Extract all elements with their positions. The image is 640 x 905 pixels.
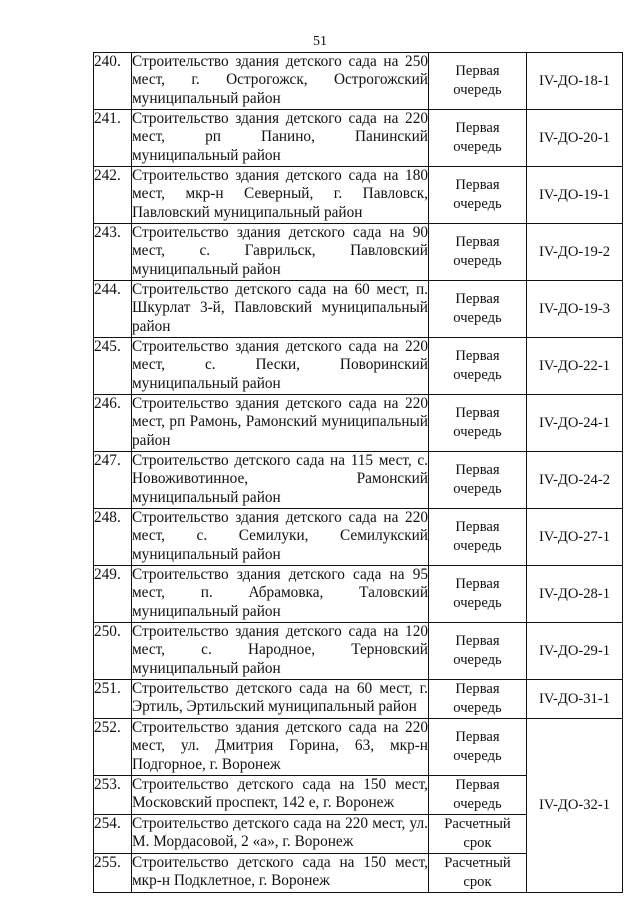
row-number: 249. bbox=[94, 566, 132, 623]
object-name: Строительство здания детского сада на 250 мест, г. Острогожск, Острогожский муниципальный район bbox=[132, 53, 429, 110]
construction-stage: Первая очередь bbox=[429, 167, 527, 224]
row-number: 250. bbox=[94, 623, 132, 680]
row-number: 247. bbox=[94, 452, 132, 509]
row-number: 253. bbox=[94, 776, 132, 815]
object-code: IV-ДО-22-1 bbox=[527, 338, 623, 395]
object-code: IV-ДО-27-1 bbox=[527, 509, 623, 566]
object-code: IV-ДО-29-1 bbox=[527, 623, 623, 680]
object-name: Строительство здания детского сада на 220 мест, рп Рамонь, Рамонский муниципальный район bbox=[132, 395, 429, 452]
object-name: Строительство здания детского сада на 95 мест, п. Абрамовка, Таловский муниципальный район bbox=[132, 566, 429, 623]
object-name: Строительство детского сада на 115 мест, с. Новоживотинное, Рамонский муниципальный район bbox=[132, 452, 429, 509]
object-name: Строительство детского сада на 150 мест, мкр-н Подклетное, г. Воронеж bbox=[132, 854, 429, 893]
objects-table bbox=[93, 52, 623, 893]
construction-stage: Первая очередь bbox=[429, 623, 527, 680]
row-number: 243. bbox=[94, 224, 132, 281]
construction-stage: Первая очередь bbox=[429, 395, 527, 452]
table-row bbox=[94, 452, 623, 509]
row-number: 248. bbox=[94, 509, 132, 566]
row-number: 242. bbox=[94, 167, 132, 224]
table-row bbox=[94, 509, 623, 566]
object-name: Строительство здания детского сада на 220 мест, с. Семилуки, Семилукский муниципальный район bbox=[132, 509, 429, 566]
object-name: Строительство детского сада на 220 мест, ул. М. Мордасовой, 2 «а», г. Воронеж bbox=[132, 815, 429, 854]
row-number: 240. bbox=[94, 53, 132, 110]
row-number: 252. bbox=[94, 719, 132, 776]
object-name: Строительство детского сада на 150 мест, Московский проспект, 142 е, г. Воронеж bbox=[132, 776, 429, 815]
row-number: 255. bbox=[94, 854, 132, 893]
object-code: IV-ДО-19-1 bbox=[527, 167, 623, 224]
object-code: IV-ДО-28-1 bbox=[527, 566, 623, 623]
construction-stage: Расчетный срок bbox=[429, 854, 527, 893]
object-code: IV-ДО-19-3 bbox=[527, 281, 623, 338]
object-name: Строительство здания детского сада на 180 мест, мкр-н Северный, г. Павловск, Павловский муниципальный район bbox=[132, 167, 429, 224]
object-code: IV-ДО-18-1 bbox=[527, 53, 623, 110]
table-row bbox=[94, 566, 623, 623]
row-number: 241. bbox=[94, 110, 132, 167]
construction-stage: Первая очередь bbox=[429, 719, 527, 776]
construction-stage: Первая очередь bbox=[429, 509, 527, 566]
object-name: Строительство здания детского сада на 220 мест, с. Пески, Поворинский муниципальный район bbox=[132, 338, 429, 395]
construction-stage: Расчетный срок bbox=[429, 815, 527, 854]
row-number: 244. bbox=[94, 281, 132, 338]
table-row bbox=[94, 719, 623, 776]
object-name: Строительство здания детского сада на 120 мест, с. Народное, Терновский муниципальный район bbox=[132, 623, 429, 680]
table-row bbox=[94, 53, 623, 110]
table-row bbox=[94, 680, 623, 719]
construction-stage: Первая очередь bbox=[429, 110, 527, 167]
row-number: 245. bbox=[94, 338, 132, 395]
construction-stage: Первая очередь bbox=[429, 680, 527, 719]
object-name: Строительство детского сада на 60 мест, г. Эртиль, Эртильский муниципальный район bbox=[132, 680, 429, 719]
table-row bbox=[94, 623, 623, 680]
construction-stage: Первая очередь bbox=[429, 776, 527, 815]
object-code: IV-ДО-24-2 bbox=[527, 452, 623, 509]
table-row bbox=[94, 167, 623, 224]
construction-stage: Первая очередь bbox=[429, 452, 527, 509]
object-name: Строительство здания детского сада на 220 мест, ул. Дмитрия Горина, 63, мкр-н Подгорное, г. Воронеж bbox=[132, 719, 429, 776]
construction-stage: Первая очередь bbox=[429, 338, 527, 395]
construction-stage: Первая очередь bbox=[429, 566, 527, 623]
page-number: 51 bbox=[313, 34, 327, 49]
object-code: IV-ДО-19-2 bbox=[527, 224, 623, 281]
row-number: 246. bbox=[94, 395, 132, 452]
object-code: IV-ДО-20-1 bbox=[527, 110, 623, 167]
construction-stage: Первая очередь bbox=[429, 281, 527, 338]
object-code: IV-ДО-24-1 bbox=[527, 395, 623, 452]
object-name: Строительство детского сада на 60 мест, п. Шкурлат 3-й, Павловский муниципальный район bbox=[132, 281, 429, 338]
object-code: IV-ДО-32-1 bbox=[527, 719, 623, 893]
table-row bbox=[94, 338, 623, 395]
table-row bbox=[94, 281, 623, 338]
row-number: 254. bbox=[94, 815, 132, 854]
table-row bbox=[94, 395, 623, 452]
object-code: IV-ДО-31-1 bbox=[527, 680, 623, 719]
construction-stage: Первая очередь bbox=[429, 53, 527, 110]
construction-stage: Первая очередь bbox=[429, 224, 527, 281]
table-row bbox=[94, 224, 623, 281]
row-number: 251. bbox=[94, 680, 132, 719]
object-name: Строительство здания детского сада на 220 мест, рп Панино, Панинский муниципальный район bbox=[132, 110, 429, 167]
table-row bbox=[94, 110, 623, 167]
object-name: Строительство здания детского сада на 90 мест, с. Гаврильск, Павловский муниципальный район bbox=[132, 224, 429, 281]
